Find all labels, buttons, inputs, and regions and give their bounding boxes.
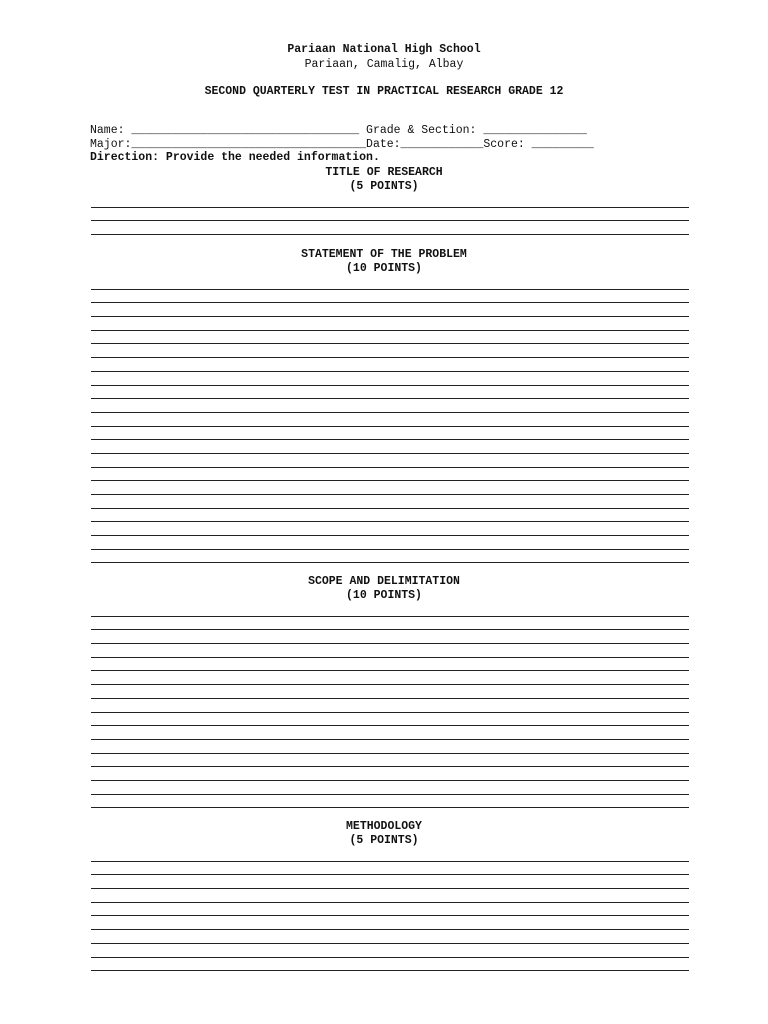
- student-info: [90, 124, 690, 165]
- answer-line: [91, 795, 689, 809]
- answer-line: [91, 440, 689, 454]
- section-title: SCOPE AND DELIMITATION: [308, 575, 460, 588]
- answer-line: [91, 630, 689, 644]
- answer-line: [91, 875, 689, 889]
- answer-line: [91, 889, 689, 903]
- answer-lines-problem: [91, 276, 689, 563]
- section-heading-problem: [0, 248, 768, 276]
- answer-line: [91, 781, 689, 795]
- section-title: METHODOLOGY: [346, 820, 422, 833]
- answer-line: [91, 303, 689, 317]
- answer-line: [91, 194, 689, 208]
- answer-line: [91, 399, 689, 413]
- section-points: (5 POINTS): [349, 180, 419, 193]
- answer-line: [91, 468, 689, 482]
- answer-line: [91, 481, 689, 495]
- answer-line: [91, 522, 689, 536]
- answer-line: [91, 221, 689, 235]
- answer-line: [91, 454, 689, 468]
- section-heading-title: [0, 166, 768, 194]
- answer-line: [91, 713, 689, 727]
- answer-line: [91, 767, 689, 781]
- answer-line: [91, 290, 689, 304]
- major-date-score-line: Major:__________________________________Date:____________Score: _________: [90, 137, 594, 151]
- section-title: STATEMENT OF THE PROBLEM: [301, 248, 467, 261]
- answer-line: [91, 317, 689, 331]
- answer-line: [91, 685, 689, 699]
- answer-line: [91, 930, 689, 944]
- answer-lines-title: [91, 194, 689, 235]
- answer-line: [91, 344, 689, 358]
- section-heading-methodology: [0, 820, 768, 848]
- document-header: [0, 42, 768, 99]
- answer-line: [91, 413, 689, 427]
- school-address: Pariaan, Camalig, Albay: [304, 58, 464, 71]
- answer-lines-methodology: [91, 848, 689, 971]
- answer-line: [91, 726, 689, 740]
- answer-line: [91, 372, 689, 386]
- section-title: TITLE OF RESEARCH: [325, 166, 443, 179]
- school-name: Pariaan National High School: [287, 43, 481, 56]
- answer-line: [91, 944, 689, 958]
- answer-line: [91, 862, 689, 876]
- answer-line: [91, 671, 689, 685]
- answer-line: [91, 208, 689, 222]
- answer-line: [91, 740, 689, 754]
- section-points: (10 POINTS): [346, 589, 422, 602]
- name-grade-line: Name: _________________________________ Grade & Section: _______________: [90, 124, 587, 137]
- answer-line: [91, 658, 689, 672]
- answer-line: [91, 903, 689, 917]
- answer-line: [91, 848, 689, 862]
- answer-line: [91, 699, 689, 713]
- section-heading-scope: [0, 575, 768, 603]
- answer-lines-scope: [91, 603, 689, 808]
- answer-line: [91, 550, 689, 564]
- answer-line: [91, 331, 689, 345]
- answer-line: [91, 358, 689, 372]
- section-points: (5 POINTS): [349, 834, 419, 847]
- answer-line: [91, 916, 689, 930]
- answer-line: [91, 276, 689, 290]
- answer-line: [91, 509, 689, 523]
- answer-line: [91, 427, 689, 441]
- answer-line: [91, 536, 689, 550]
- section-points: (10 POINTS): [346, 262, 422, 275]
- test-title: SECOND QUARTERLY TEST IN PRACTICAL RESEARCH GRADE 12: [204, 85, 564, 98]
- answer-line: [91, 386, 689, 400]
- answer-line: [91, 617, 689, 631]
- direction-text: Direction: Provide the needed information.: [90, 151, 380, 164]
- answer-line: [91, 644, 689, 658]
- answer-line: [91, 495, 689, 509]
- answer-line: [91, 754, 689, 768]
- answer-line: [91, 603, 689, 617]
- answer-line: [91, 958, 689, 972]
